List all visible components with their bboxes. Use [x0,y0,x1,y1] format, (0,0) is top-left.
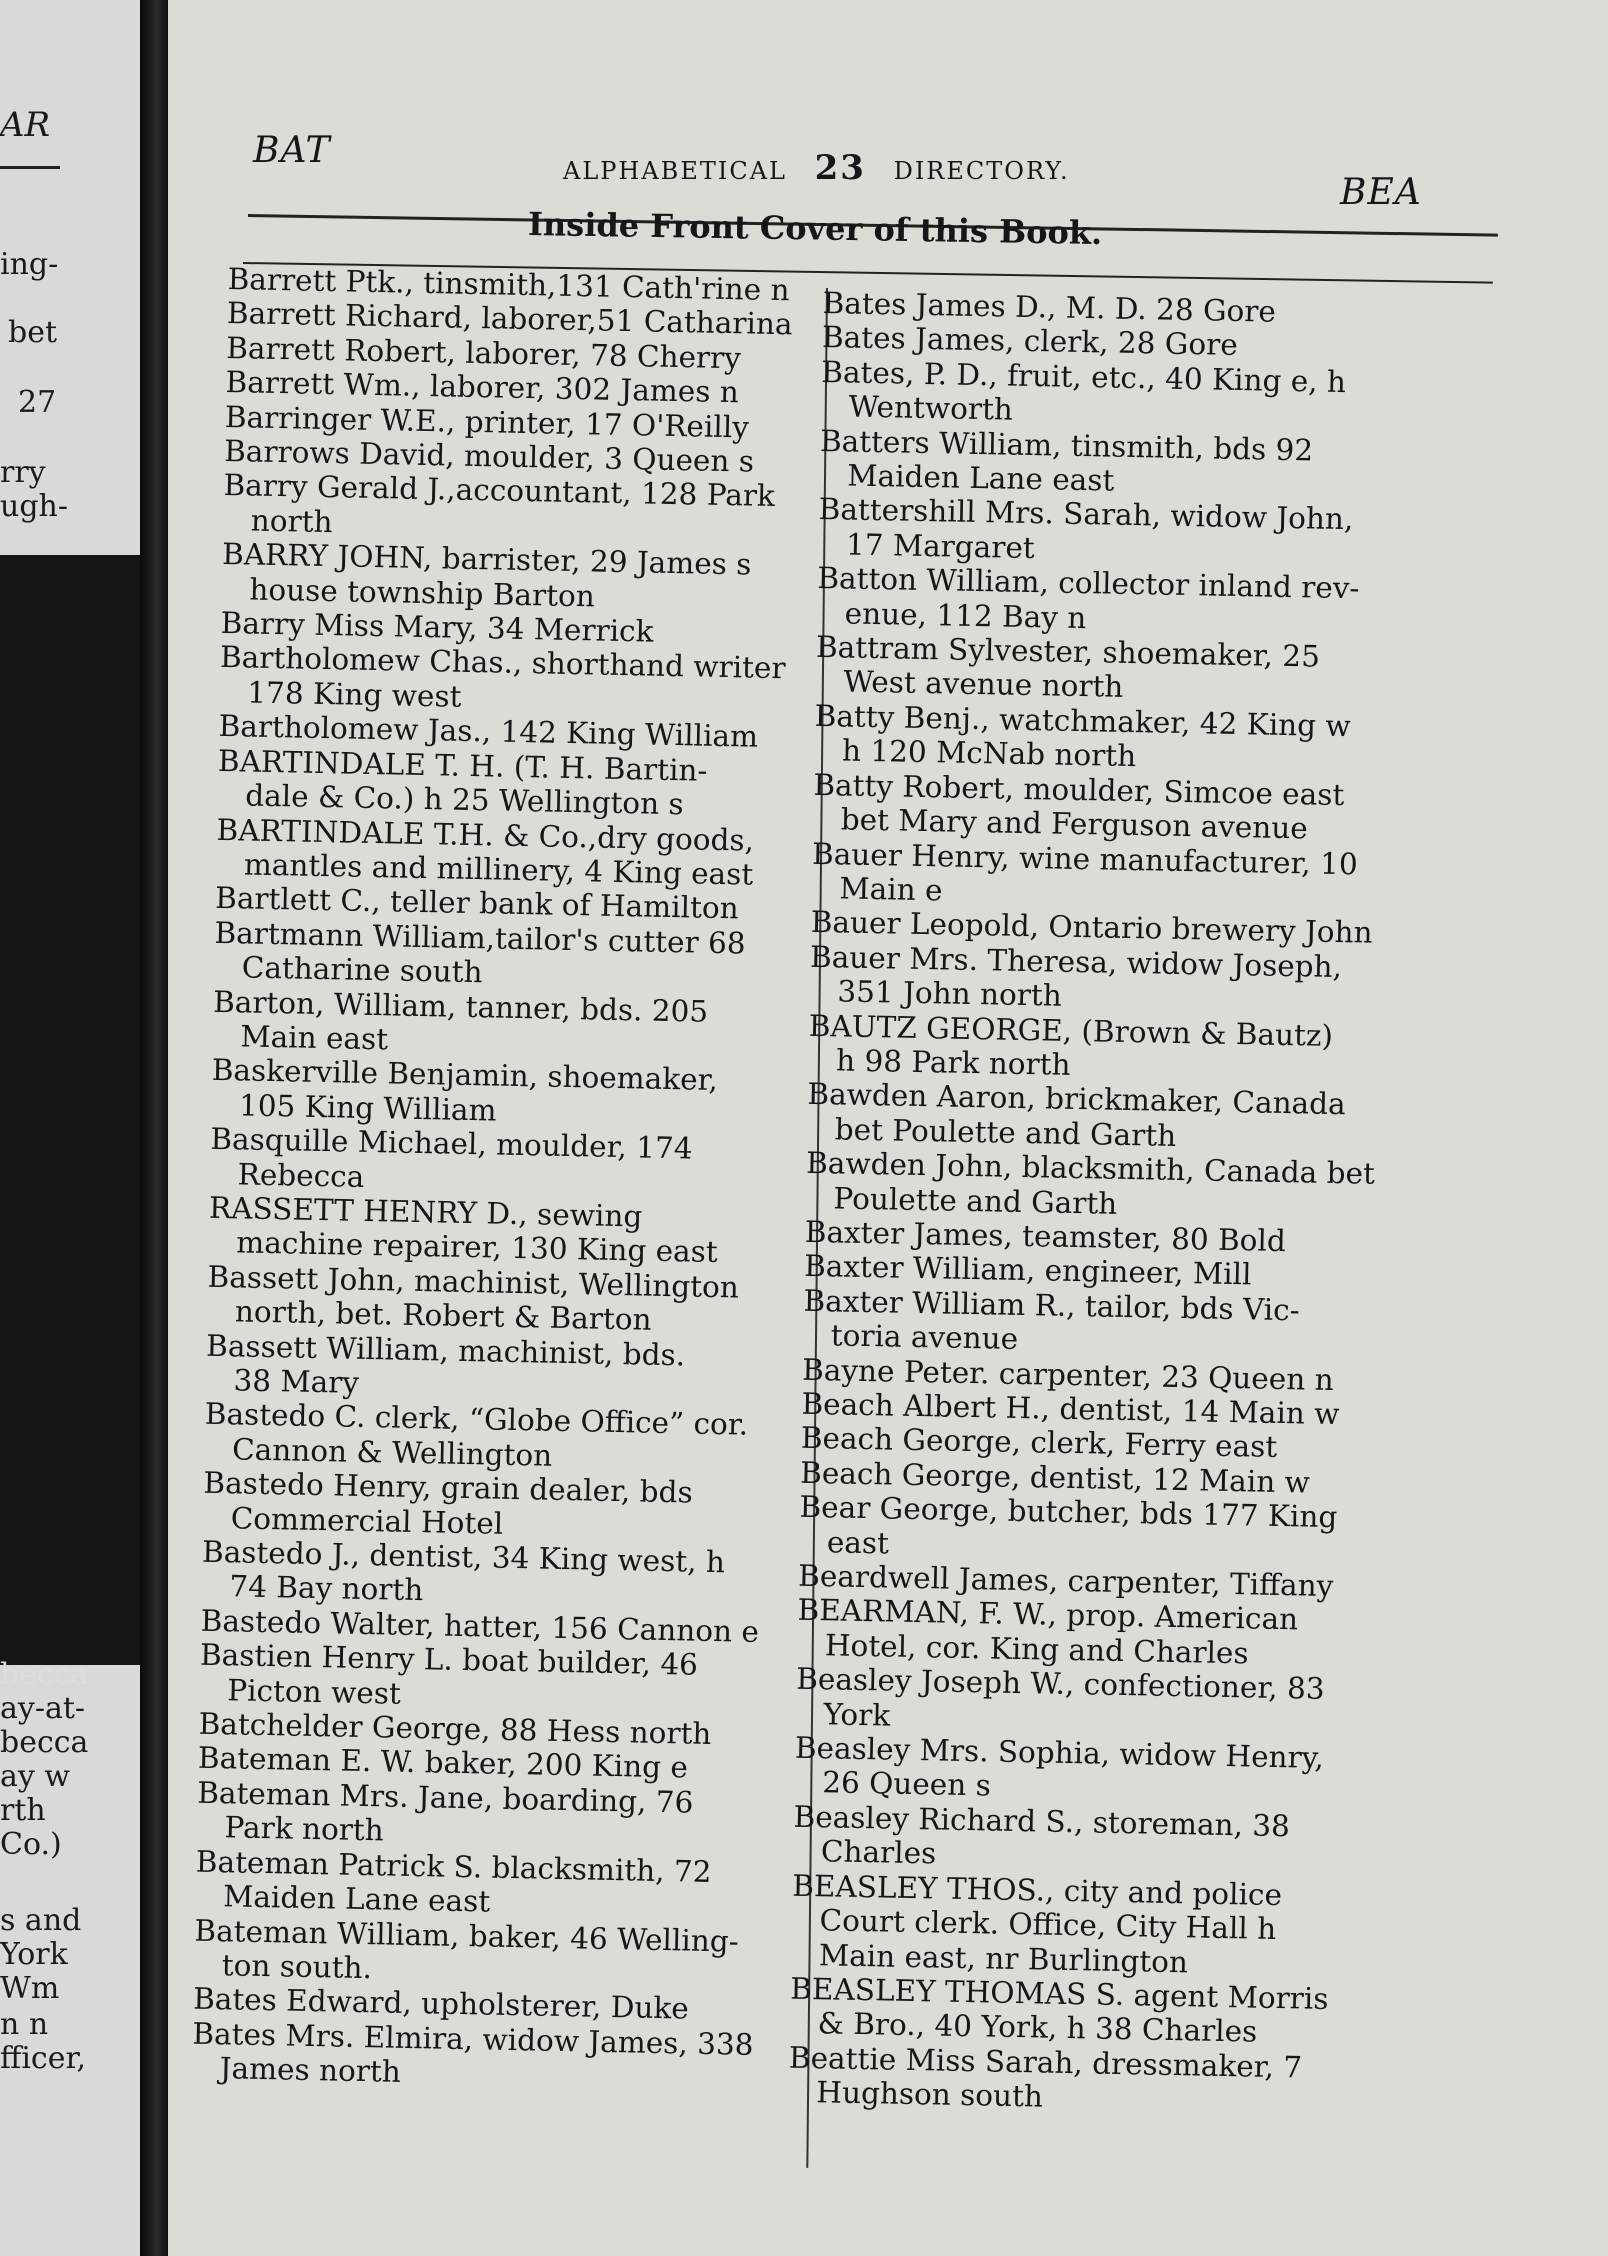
entry-continuation: north [250,503,333,539]
entry-text: Bayne Peter. carpenter, 23 Queen n [801,1352,1334,1397]
entry-text: Bastedo J., dentist, 34 King west, h [201,1534,726,1580]
entry-continuation: & Bro., 40 York, h 38 Charles [817,2006,1258,2049]
directory-entry [808,1008,1419,1089]
entry-text: Bastien Henry L. boat builder, 46 [199,1637,699,1682]
entry-text: Barrows David, moulder, 3 Queen s [223,433,755,479]
entry-text: Bauer Henry, wine manufacturer, 10 [811,836,1359,881]
directory-entry [791,1868,1402,1949]
directory-entry [805,1146,1416,1227]
book-spine [140,0,168,2256]
entry-text: Bastedo C. clerk, “Globe Office” cor. [204,1397,749,1443]
adjacent-fragment: ay w [0,1759,71,1794]
directory-entry [221,537,812,618]
entry-text: Batty Robert, moulder, Simcoe east [813,767,1345,812]
entry-text: Bassett William, machinist, bds. [205,1328,686,1372]
entry-text: Bear George, butcher, bds 177 King [799,1489,1338,1535]
adjacent-fragment: becca [0,1725,89,1760]
entry-text: Basquille Michael, moulder, 174 [210,1121,693,1166]
running-head-directory: DIRECTORY. [893,157,1070,185]
entry-text: BARTINDALE T. H. (T. H. Bartin- [217,743,708,788]
entry-continuation: house township Barton [249,572,596,614]
directory-entry [809,940,1420,1021]
left-column [191,262,817,2097]
directory-entry [212,984,803,1065]
adjacent-page-header: AR [0,105,51,145]
directory-entry [812,768,1423,849]
entry-continuation: James north [219,2051,402,2089]
entry-text: Bawden John, blacksmith, Canada bet [805,1145,1376,1191]
adjacent-fragment: York [0,1937,68,1972]
entry-text: Bateman William, baker, 46 Welling- [194,1913,739,1959]
entry-text: Bartmann William,tailor's cutter 68 [214,915,746,961]
entry-text: Barrett Ptk., tinsmith,131 Cath'rine n [227,262,790,308]
adjacent-fragment: bet [8,315,58,350]
directory-entry [199,1638,790,1719]
entry-text: Beasley Richard S., storeman, 38 [793,1799,1291,1844]
entry-continuation: bet Poulette and Garth [834,1112,1177,1153]
directory-entry [216,812,807,893]
banner-text: Inside Front Cover of this Book. [527,205,1103,253]
entry-text: Barringer W.E., printer, 17 O'Reilly [224,399,750,445]
entry-text: Bateman Mrs. Jane, boarding, 76 [196,1775,694,1820]
entry-continuation: Park north [224,1810,385,1848]
entry-text: Bates Mrs. Elmira, widow James, 338 [192,2016,754,2062]
entry-continuation: Hotel, cor. King and Charles [824,1628,1249,1671]
directory-entry [196,1776,787,1857]
adjacent-fragment: s and [0,1903,82,1938]
entry-continuation: 26 Queen s [821,1765,992,1803]
entry-text: Batters William, tinsmith, bds 92 [819,423,1314,468]
entry-text: Bartholomew Chas., shorthand writer [219,640,786,686]
directory-entry [797,1593,1408,1674]
directory-entry [816,561,1427,642]
directory-entry [815,630,1426,711]
entry-text: Barry Miss Mary, 34 Merrick [220,605,654,649]
entry-text: Barton, William, tanner, bds. 205 [212,984,709,1029]
entry-continuation: Rebecca [237,1156,365,1194]
entry-text: Beattie Miss Sarah, dressmaker, 7 [788,2040,1303,2085]
entry-text: BARTINDALE T.H. & Co.,dry goods, [216,812,755,858]
binding-shadow [0,555,150,1665]
entry-continuation: 74 Bay north [229,1569,424,1608]
entry-continuation: north, bet. Robert & Barton [234,1294,652,1337]
adjacent-fragment: rth [0,1793,46,1828]
adjacent-fragment: fficer, [0,2041,87,2076]
entry-continuation: 105 King William [238,1088,497,1128]
directory-entry [814,699,1425,780]
entry-text: Battram Sylvester, shoemaker, 25 [815,629,1321,674]
entry-continuation: Cannon & Wellington [231,1432,553,1473]
entry-text: Barry Gerald J.,accountant, 128 Park [223,468,776,514]
adjacent-fragment: ay-at- [0,1691,86,1726]
entry-text: Beasley Mrs. Sophia, widow Henry, [794,1730,1325,1775]
entry-text: Beardwell James, carpenter, Tiffany [797,1558,1334,1604]
entry-text: BARRY JOHN, barrister, 29 James s [221,537,752,582]
entry-continuation: Main east, nr Burlington [818,1937,1189,1979]
adjacent-fragment: 27 [18,385,57,420]
entry-continuation: 38 Mary [233,1363,360,1400]
entry-text: Bartlett C., teller bank of Hamilton [214,881,739,926]
entry-text: Bates James, clerk, 28 Gore [821,320,1239,363]
directory-entry [820,355,1431,436]
directory-entry [789,1972,1400,2053]
adjacent-page-rule [0,166,60,169]
entry-continuation: h 120 McNab north [841,733,1137,774]
adjacent-fragment: n n [0,2007,49,2042]
directory-entry [207,1260,798,1341]
entry-continuation: Court clerk. Office, City Hall h [819,1903,1277,1947]
entry-text: Beasley Joseph W., confectioner, 83 [795,1661,1325,1707]
entry-text: Bates, P. D., fruit, etc., 40 King e, h [821,354,1347,399]
entry-continuation: machine repairer, 130 King east [235,1225,719,1270]
entry-text: BEASLEY THOS., city and police [791,1868,1283,1912]
entry-text: Baskerville Benjamin, shoemaker, [211,1053,719,1098]
entry-continuation: east [826,1524,890,1561]
directory-entry [213,916,804,997]
directory-entry [195,1844,786,1925]
entry-text: Battershill Mrs. Sarah, widow John, [818,492,1354,537]
entry-continuation: Charles [820,1834,937,1871]
entry-text: Batton William, collector inland rev- [817,561,1360,606]
entry-continuation: ton south. [221,1948,373,1986]
entry-text: Batchelder George, 88 Hess north [198,1706,712,1752]
entry-text: BAUTZ GEORGE, (Brown & Bautz) [808,1008,1334,1053]
directory-entry [795,1662,1406,1743]
entry-continuation: Catharine south [241,950,483,990]
entry-text: Barrett Richard, laborer,51 Catharina [226,296,793,342]
adjacent-fragment: becca [0,1657,89,1692]
directory-entry [794,1731,1405,1812]
directory-page [168,0,1608,2256]
directory-entry [222,468,813,549]
directory-entry [818,492,1429,573]
entry-continuation: Main e [839,871,943,908]
entry-text: Bawden Aaron, brickmaker, Canada [807,1077,1347,1122]
entry-text: Bastedo Henry, grain dealer, bds [203,1465,693,1510]
entry-continuation: Main east [240,1019,389,1057]
running-head-center [563,148,1070,188]
directory-entry [211,1053,802,1134]
entry-continuation: Commercial Hotel [230,1500,504,1541]
entry-continuation: toria avenue [830,1318,1019,1357]
entry-continuation: West avenue north [843,664,1124,705]
directory-entry [191,2016,782,2097]
directory-entry [202,1466,793,1547]
entry-text: Bassett John, machinist, Wellington [207,1259,740,1305]
directory-entry [217,744,808,825]
directory-entry [788,2040,1399,2121]
entry-text: Barrett Wm., laborer, 302 James n [225,365,740,410]
page-number: 23 [814,148,866,188]
entry-text: Bates James D., M. D. 28 Gore [822,286,1277,329]
directory-entry [209,1122,800,1203]
entry-continuation: dale & Co.) h 25 Wellington s [244,778,685,822]
entry-text: Bastedo Walter, hatter, 156 Cannon e [200,1603,760,1649]
adjacent-fragment: ugh- [0,489,68,524]
entry-continuation: Maiden Lane east [847,458,1115,498]
right-column [788,286,1433,2121]
running-head-left: BAT [253,130,331,171]
entry-text: Beach Albert H., dentist, 14 Main w [801,1386,1340,1432]
entry-continuation: York [823,1696,891,1733]
directory-entry [193,1913,784,1994]
directory-entry [793,1800,1404,1881]
entry-text: Barrett Robert, laborer, 78 Cherry [225,330,742,376]
entry-text: Bateman E. W. baker, 200 King e [197,1741,689,1785]
entry-text: Bartholomew Jas., 142 King William [218,709,759,755]
entry-text: BEASLEY THOMAS S. agent Morris [789,1971,1329,2016]
entry-continuation: mantles and millinery, 4 King east [243,847,754,892]
directory-entry [811,836,1422,917]
directory-entry [201,1535,792,1616]
adjacent-fragment: ing- [0,247,59,282]
adjacent-fragment: Co.) [0,1827,62,1862]
entry-continuation: 178 King west [247,675,462,714]
adjacent-fragment: Wm [0,1971,60,2006]
entry-continuation: 351 John north [837,974,1063,1013]
directory-entry [204,1397,795,1478]
directory-entry [806,1077,1417,1158]
entry-continuation: Maiden Lane east [222,1879,491,1919]
entry-continuation: Wentworth [848,389,1014,427]
directory-entry [819,424,1430,505]
entry-continuation: bet Mary and Ferguson avenue [840,802,1309,846]
entry-continuation: Picton west [227,1672,402,1711]
directory-entry [219,640,810,721]
running-head-right: BEA [1340,172,1422,213]
entry-text: BEARMAN, F. W., prop. American [797,1593,1299,1637]
entry-text: Bauer Leopold, Ontario brewery John [810,905,1373,950]
directory-entry [803,1284,1414,1365]
entry-text: RASSETT HENRY D., sewing [208,1190,643,1234]
entry-text: Bates Edward, upholsterer, Duke [192,1981,690,2026]
entry-continuation: Hughson south [815,2075,1044,2114]
directory-entry [799,1490,1410,1571]
entry-text: Baxter James, teamster, 80 Bold [804,1214,1287,1259]
entry-continuation: enue, 112 Bay n [844,596,1087,635]
entry-text: Bauer Mrs. Theresa, widow Joseph, [809,939,1343,984]
entry-continuation: 17 Margaret [845,527,1036,565]
entry-text: Beach George, dentist, 12 Main w [799,1455,1311,1500]
adjacent-fragment: rry [0,455,46,490]
entry-text: Batty Benj., watchmaker, 42 King w [814,698,1352,744]
running-head-alphabetical: ALPHABETICAL [563,157,787,185]
directory-entry [208,1191,799,1272]
entry-text: Baxter William, engineer, Mill [803,1249,1252,1292]
entry-continuation: Poulette and Garth [833,1180,1118,1221]
directory-entry [205,1328,796,1409]
entry-text: Baxter William R., tailor, bds Vic- [803,1283,1300,1328]
adjacent-page-strip [0,0,150,2256]
entry-text: Beach George, clerk, Ferry east [800,1421,1278,1465]
entry-text: Bateman Patrick S. blacksmith, 72 [195,1844,712,1889]
entry-continuation: h 98 Park north [835,1043,1071,1082]
